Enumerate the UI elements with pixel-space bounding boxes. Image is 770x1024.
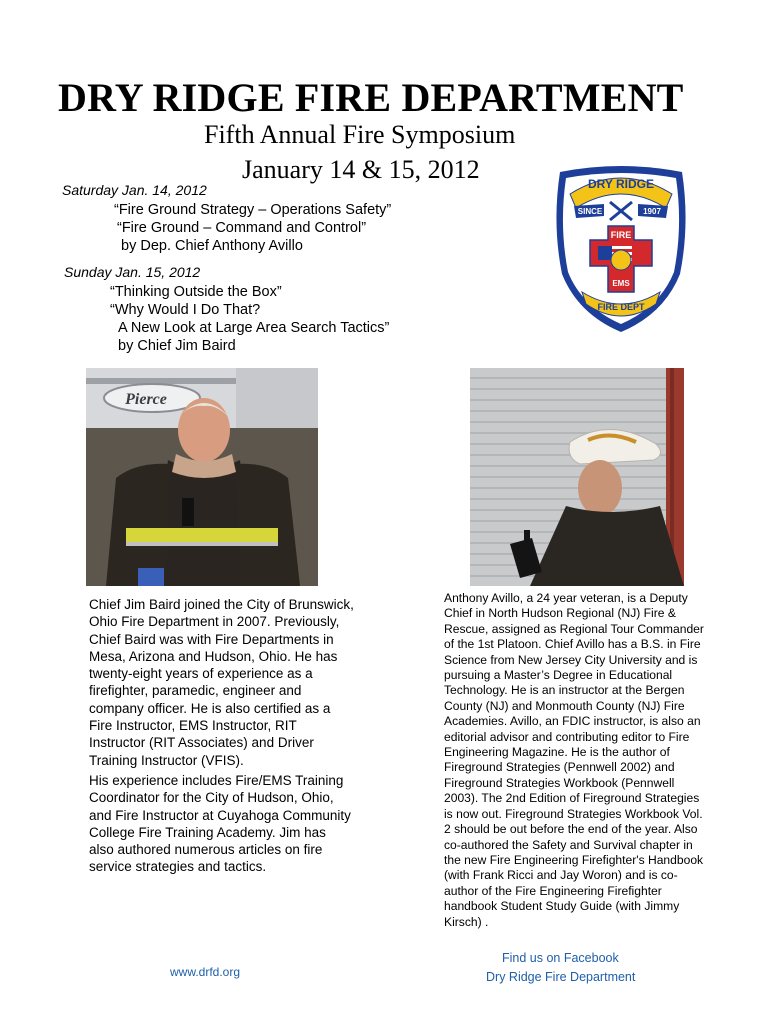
saturday-speaker: by Dep. Chief Anthony Avillo [121, 238, 303, 254]
event-dates: January 14 & 15, 2012 [242, 155, 480, 184]
bio-jim-baird [89, 596, 354, 876]
bio-line: (with Frank Ricci and Jay Woron) and is co- [444, 868, 678, 883]
bio-line: Science from New Jersey City University and is [444, 652, 698, 667]
logo-year-text: 1907 [643, 207, 661, 216]
bio-line: pursuing a Master’s Degree in Educational [444, 668, 673, 683]
sunday-speaker: by Chief Jim Baird [118, 338, 236, 354]
bio-line: firefighter, paramedic, engineer and [89, 683, 302, 699]
photo-anthony-avillo [470, 368, 684, 586]
bio-line: service strategies and tactics. [89, 859, 267, 875]
department-patch-logo [548, 164, 694, 336]
website-link[interactable]: www.drfd.org [170, 965, 241, 979]
bio-line: Coordinator for the City of Hudson, Ohio, [89, 790, 334, 806]
sunday-talk-1: “Thinking Outside the Box” [110, 284, 282, 300]
bio-line: Anthony Avillo, a 24 year veteran, is a Deputy [444, 591, 688, 605]
logo-ems-text: EMS [612, 279, 630, 288]
bio-line: Academies. Avillo, an FDIC instructor, is also an [444, 714, 701, 729]
logo-top-text: DRY RIDGE [587, 177, 655, 191]
photo-jim-baird [86, 368, 318, 586]
bio-line: Kirsch) . [444, 914, 489, 929]
logo-fire-text: FIRE [610, 230, 632, 240]
bio-line: His experience includes Fire/EMS Training [89, 772, 344, 788]
bio-line: handbook Student Study Guide (with Jimmy [444, 899, 680, 914]
facebook-page-name[interactable]: Dry Ridge Fire Department [486, 970, 636, 984]
bio-line: County (NJ) and Monmouth County (NJ) Fire [444, 698, 685, 713]
bio-line: Chief Jim Baird joined the City of Brunswick, [89, 597, 354, 612]
bio-line: Mesa, Arizona and Hudson, Ohio. He has [89, 648, 338, 664]
bio-line: Rescue, assigned as Regional Tour Commander [444, 621, 704, 636]
bio-line: 2 should be out before the end of the year. Also [444, 822, 698, 837]
bio-line: Engineering Magazine. He is the author of [444, 745, 670, 760]
bio-line: Technology. He is an instructor at the Bergen [444, 683, 685, 698]
bio-line: College Fire Training Academy. Jim has [89, 824, 326, 840]
logo-bottom-text: FIRE DEPT [597, 302, 645, 312]
bio-anthony-avillo [444, 591, 704, 930]
bio-line: Ohio Fire Department in 2007. Previously, [89, 614, 340, 630]
bio-line: is now out. Fireground Strategies Workbook Vol. [444, 806, 703, 821]
page-title: DRY RIDGE FIRE DEPARTMENT [58, 75, 684, 120]
bio-line: and Fire Instructor at Cuyahoga Community [89, 807, 351, 823]
facebook-link[interactable]: Find us on Facebook [502, 951, 619, 965]
bio-line: Fireground Strategies Workbook (Pennwell [444, 775, 675, 790]
bio-line: editorial advisor and contributing editor to Fire [444, 729, 690, 744]
saturday-date: Saturday Jan. 14, 2012 [62, 182, 207, 198]
saturday-talk-2: “Fire Ground – Command and Control” [117, 220, 367, 236]
event-subtitle: Fifth Annual Fire Symposium [204, 120, 516, 149]
logo-since-text: SINCE [577, 207, 603, 216]
bio-line: company officer. He is also certified as a [89, 700, 331, 716]
sunday-talk-2: “Why Would I Do That? [110, 302, 261, 318]
bio-line: Fireground Strategies (Pennwell 2002) and [444, 760, 675, 775]
sunday-date: Sunday Jan. 15, 2012 [64, 264, 201, 280]
bio-line: Instructor (RIT Associates) and Driver [89, 735, 314, 751]
bio-line: Training Instructor (VFIS). [89, 752, 244, 768]
bio-line: also authored numerous articles on fire [89, 842, 323, 858]
bio-line: co-authored the Safety and Survival chapter in [444, 837, 693, 852]
truck-brand-text: Pierce [125, 391, 167, 408]
saturday-talk-1: “Fire Ground Strategy – Operations Safety” [114, 202, 392, 218]
bio-line: the new Fire Engineering Firefighter's Handbook [444, 852, 704, 867]
bio-line: author of the Fire Engineering Firefighter [444, 883, 662, 898]
sunday-talk-2-cont: A New Look at Large Area Search Tactics” [118, 320, 390, 336]
bio-line: 2003). The 2nd Edition of Fireground Strategies [444, 791, 700, 806]
bio-line: Chief Baird was with Fire Departments in [89, 631, 334, 647]
bio-line: Fire Instructor, EMS Instructor, RIT [89, 718, 297, 734]
bio-line: twenty-eight years of experience as a [89, 666, 313, 682]
bio-line: Chief in North Hudson Regional (NJ) Fire & [444, 606, 676, 621]
bio-line: of the 1st Platoon. Chief Avillo has a B.S. in Fire [444, 637, 701, 652]
